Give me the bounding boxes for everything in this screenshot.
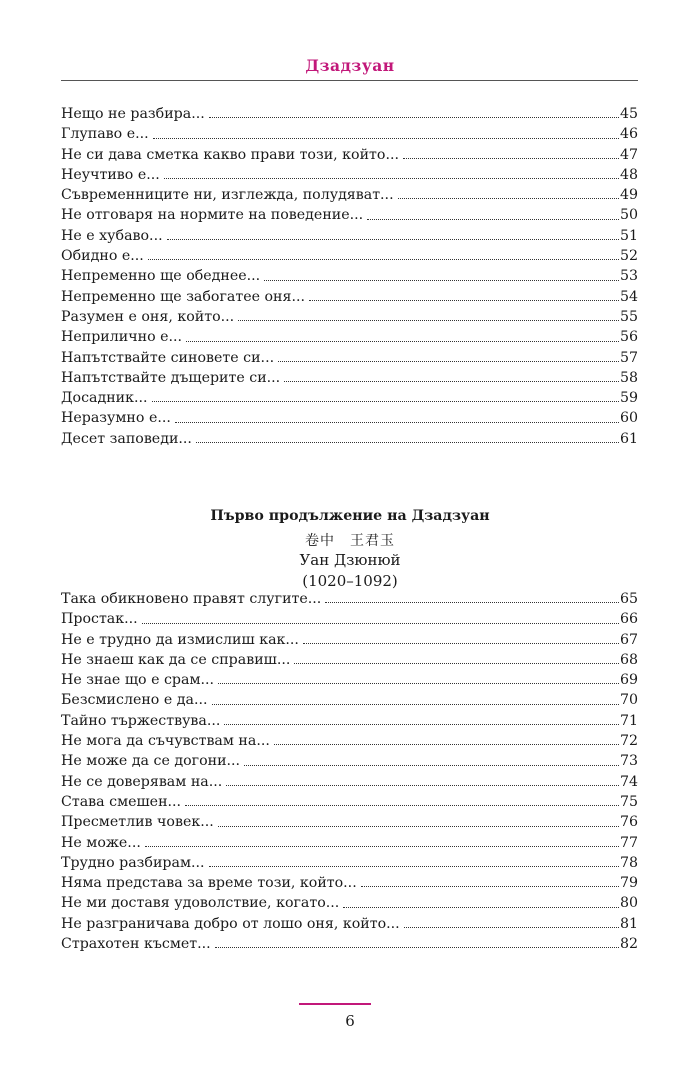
toc-dot-leader [212, 704, 619, 705]
toc-dot-leader [244, 765, 619, 766]
section-author-years: (1020–1092) [302, 572, 398, 590]
toc-entry-page: 72 [619, 733, 638, 750]
toc-dot-leader [367, 219, 619, 220]
header-rule [61, 80, 638, 81]
toc-entry-page: 75 [619, 793, 638, 810]
toc-entry [61, 307, 638, 327]
toc-entry-title: Непременно ще обеднее... [61, 268, 261, 285]
toc-dot-leader [238, 320, 619, 321]
toc-entry-page: 79 [619, 875, 638, 892]
toc-dot-leader [303, 643, 619, 644]
toc-entry-page: 47 [619, 146, 638, 163]
toc-entry-page: 81 [619, 915, 638, 932]
toc-entry-page: 50 [619, 207, 638, 224]
toc-dot-leader [148, 259, 619, 260]
page-number: 6 [345, 1012, 355, 1030]
toc-entry-title: Страхотен късмет... [61, 936, 211, 953]
toc-entry [61, 853, 638, 873]
section-title: Първо продължение на Дзадзуан [210, 508, 490, 524]
table-of-contents-part-1 [61, 104, 638, 449]
toc-entry-title: Неприлично е... [61, 329, 183, 346]
toc-dot-leader [284, 381, 619, 382]
section-cjk-subtitle: 卷中 王君玉 [305, 533, 395, 549]
toc-dot-leader [209, 866, 619, 867]
toc-dot-leader [153, 138, 619, 139]
toc-entry-title: Не ми доставя удоволствие, когато... [61, 895, 340, 912]
toc-entry-page: 68 [619, 651, 638, 668]
toc-entry-page: 59 [619, 390, 638, 407]
toc-entry [61, 408, 638, 428]
toc-entry [61, 124, 638, 144]
toc-entry [61, 711, 638, 731]
toc-entry [61, 893, 638, 913]
toc-entry-page: 60 [619, 410, 638, 427]
toc-entry-title: Не разграничава добро от лошо оня, който... [61, 915, 400, 932]
toc-entry-title: Десет заповеди... [61, 430, 192, 447]
toc-entry [61, 388, 638, 408]
toc-entry [61, 287, 638, 307]
toc-entry-title: Обидно е... [61, 248, 144, 265]
toc-entry-page: 56 [619, 329, 638, 346]
footer-rule [299, 1003, 371, 1005]
toc-entry-page: 67 [619, 631, 638, 648]
toc-dot-leader [343, 907, 619, 908]
toc-dot-leader [185, 805, 619, 806]
toc-dot-leader [403, 158, 619, 159]
toc-entry-page: 45 [619, 106, 638, 122]
toc-dot-leader [278, 361, 619, 362]
toc-entry-title: Не си дава сметка какво прави този, който... [61, 146, 399, 163]
toc-entry [61, 185, 638, 205]
toc-entry [61, 145, 638, 165]
toc-dot-leader [164, 178, 619, 179]
toc-entry [61, 226, 638, 246]
toc-dot-leader [325, 602, 619, 603]
toc-dot-leader [274, 744, 619, 745]
toc-entry-page: 52 [619, 248, 638, 265]
toc-entry [61, 650, 638, 670]
toc-entry-page: 77 [619, 834, 638, 851]
toc-entry-title: Не знаеш как да се справиш... [61, 651, 291, 668]
toc-dot-leader [404, 927, 619, 928]
toc-entry-page: 66 [619, 611, 638, 628]
toc-entry-title: Не може да се догони... [61, 753, 241, 770]
toc-entry-title: Не е трудно да измислиш как... [61, 631, 299, 648]
toc-entry-title: Няма представа за време този, който... [61, 875, 357, 892]
toc-dot-leader [167, 239, 619, 240]
toc-dot-leader [145, 846, 619, 847]
section-author: Уан Дзюнюй [299, 551, 401, 569]
toc-entry [61, 934, 638, 954]
toc-entry [61, 327, 638, 347]
toc-entry-page: 73 [619, 753, 638, 770]
toc-entry-page: 61 [619, 430, 638, 447]
toc-entry-title: Не се доверявам на... [61, 773, 223, 790]
toc-entry [61, 670, 638, 690]
toc-entry-title: Непременно ще забогатее оня... [61, 288, 305, 305]
toc-dot-leader [218, 826, 619, 827]
toc-entry [61, 348, 638, 368]
table-of-contents-part-2 [61, 589, 638, 954]
toc-entry-title: Пресметлив човек... [61, 814, 214, 831]
toc-entry-title: Неразумно е... [61, 410, 171, 427]
toc-dot-leader [294, 663, 619, 664]
toc-entry [61, 690, 638, 710]
toc-entry-page: 46 [619, 126, 638, 143]
toc-entry-title: Досадник... [61, 390, 148, 407]
toc-entry [61, 368, 638, 388]
toc-entry-title: Напътствайте синовете си... [61, 349, 275, 366]
toc-dot-leader [196, 442, 619, 443]
toc-entry-title: Не може... [61, 834, 141, 851]
toc-entry [61, 429, 638, 449]
toc-entry-title: Разумен е оня, който... [61, 308, 235, 325]
toc-entry-page: 58 [619, 369, 638, 386]
toc-entry-title: Нещо не разбира... [61, 106, 205, 122]
toc-entry-title: Неучтиво е... [61, 166, 160, 183]
toc-entry-title: Безсмислено е да... [61, 692, 208, 709]
toc-entry-title: Трудно разбирам... [61, 854, 205, 871]
toc-dot-leader [142, 623, 619, 624]
toc-entry [61, 792, 638, 812]
toc-entry-page: 51 [619, 227, 638, 244]
toc-entry [61, 772, 638, 792]
toc-dot-leader [361, 886, 619, 887]
toc-entry-page: 65 [619, 591, 638, 607]
toc-entry-title: Не е хубаво... [61, 227, 163, 244]
toc-entry-page: 82 [619, 936, 638, 953]
toc-entry-title: Не знае що е срам... [61, 672, 215, 689]
toc-entry-title: Глупаво е... [61, 126, 149, 143]
toc-dot-leader [186, 341, 619, 342]
toc-entry-title: Така обикновено правят слугите... [61, 591, 322, 607]
toc-entry-page: 53 [619, 268, 638, 285]
toc-entry-page: 57 [619, 349, 638, 366]
toc-entry-title: Става смешен... [61, 793, 182, 810]
toc-dot-leader [309, 300, 619, 301]
toc-dot-leader [218, 683, 619, 684]
toc-entry-title: Простак... [61, 611, 138, 628]
toc-entry-page: 54 [619, 288, 638, 305]
toc-entry-page: 80 [619, 895, 638, 912]
toc-entry-page: 70 [619, 692, 638, 709]
toc-entry [61, 266, 638, 286]
toc-entry-page: 49 [619, 187, 638, 204]
toc-entry-page: 74 [619, 773, 638, 790]
toc-dot-leader [209, 117, 619, 118]
toc-entry [61, 630, 638, 650]
toc-dot-leader [226, 785, 619, 786]
toc-entry-title: Не мога да съчувствам на... [61, 733, 270, 750]
toc-entry-page: 48 [619, 166, 638, 183]
toc-dot-leader [175, 422, 619, 423]
toc-entry-title: Съвременниците ни, изглежда, полудяват... [61, 187, 394, 204]
toc-entry [61, 246, 638, 266]
running-header-title: Дзадзуан [305, 56, 395, 75]
toc-entry [61, 873, 638, 893]
toc-dot-leader [264, 280, 619, 281]
toc-entry [61, 751, 638, 771]
toc-entry-title: Напътствайте дъщерите си... [61, 369, 281, 386]
toc-entry-page: 76 [619, 814, 638, 831]
toc-dot-leader [215, 947, 619, 948]
toc-entry [61, 589, 638, 609]
toc-entry [61, 914, 638, 934]
toc-entry [61, 104, 638, 124]
toc-entry [61, 812, 638, 832]
toc-entry-title: Не отговаря на нормите на поведение... [61, 207, 364, 224]
toc-entry-title: Тайно тържествува... [61, 712, 221, 729]
toc-entry [61, 165, 638, 185]
toc-entry [61, 609, 638, 629]
toc-dot-leader [398, 198, 619, 199]
toc-entry-page: 69 [619, 672, 638, 689]
toc-dot-leader [224, 724, 619, 725]
toc-dot-leader [152, 401, 619, 402]
toc-entry-page: 71 [619, 712, 638, 729]
toc-entry [61, 205, 638, 225]
toc-entry-page: 78 [619, 854, 638, 871]
toc-entry [61, 833, 638, 853]
toc-entry-page: 55 [619, 308, 638, 325]
toc-entry [61, 731, 638, 751]
